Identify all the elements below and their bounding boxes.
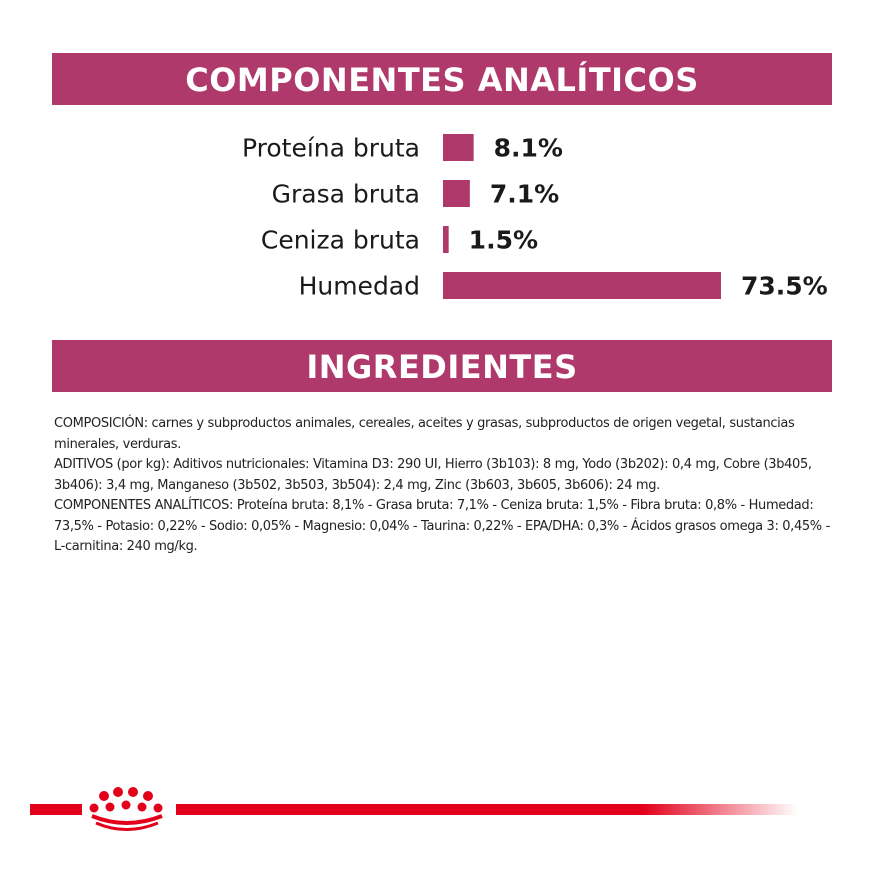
bar xyxy=(443,226,449,253)
value-label: 7.1% xyxy=(489,179,560,209)
category-label: Proteína bruta xyxy=(241,133,420,163)
value-label: 73.5% xyxy=(741,271,828,301)
composition-paragraph: COMPOSICIÓN: carnes y subproductos animales, cereales, aceites y grasas, subproductos de origen vegetal, sustancias minerales, verduras. xyxy=(54,416,795,452)
analytic-components-header: COMPONENTES ANALÍTICOS xyxy=(52,53,832,105)
category-label: Humedad xyxy=(298,271,420,301)
category-label: Ceniza bruta xyxy=(260,225,420,255)
footer-line-left xyxy=(30,804,82,815)
value-label: 8.1% xyxy=(493,133,563,163)
ingredients-header: INGREDIENTES xyxy=(52,340,832,392)
royal-canin-crown-icon xyxy=(86,786,170,832)
ingredients-text xyxy=(54,414,834,558)
additives-paragraph: ADITIVOS (por kg): Aditivos nutricionales: Vitamina D3: 290 UI, Hierro (3b103): 8 mg, Yodo (3b202): 0,4 mg, Cobre (3b405, 3b406): 3,4 mg, Manganeso (3b502, 3b503, 3b504): 2,4 mg, Zinc (3b603, 3b605, 3b606): 24 mg. xyxy=(54,457,812,493)
footer-line-right xyxy=(176,804,798,815)
analytic-components-chart xyxy=(0,118,880,318)
value-label: 1.5% xyxy=(468,225,539,255)
bar xyxy=(443,180,470,207)
category-label: Grasa bruta xyxy=(271,179,420,209)
analytic-paragraph: COMPONENTES ANALÍTICOS: Proteína bruta: 8,1% - Grasa bruta: 7,1% - Ceniza bruta: 1,5% - Fibra bruta: 0,8% - Humedad: 73,5% - Potasio: 0,22% - Sodio: 0,05% - Magnesio: 0,04% - Taurina: 0,22% - EPA/DHA: 0,3% - Ácidos grasos omega 3: 0,45% - L-carnitina: 240 mg/kg. xyxy=(54,498,830,554)
bar xyxy=(443,272,721,299)
bar xyxy=(443,134,474,161)
